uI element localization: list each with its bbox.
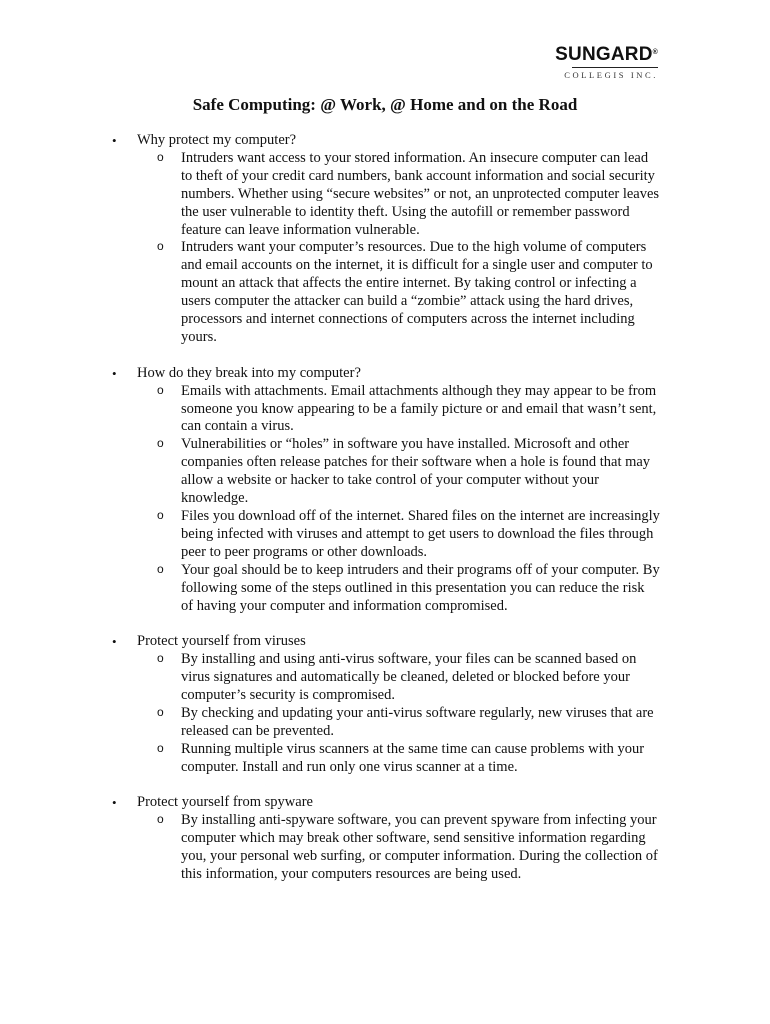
section-why-protect [112,132,660,347]
logo-subtitle: COLLEGIS INC. [564,70,658,80]
sub-list [112,812,660,884]
list-item: o Running multiple virus scanners at the same time can cause problems with your computer. Install and run only one virus scanner at a time. [157,740,645,775]
circle-bullet-icon: o [157,812,164,827]
document-title: Safe Computing: @ Work, @ Home and on the Road [192,95,578,114]
circle-bullet-icon: o [157,436,164,451]
registered-mark: ® [652,49,658,56]
list-item: o Intruders want your computer’s resources. Due to the high volume of computers and email accounts on the internet, it is difficult for a single user and computer to mount an attack that affects the entire internet. By taking control or infecting a users computer the attacker can build a “zombie” attack using the hard drives, processors and internet connections of computers across the internet including yours. [157,239,653,345]
company-logo [555,44,658,81]
section-heading: • How do they break into my computer? [112,364,361,381]
circle-bullet-icon: o [157,561,164,576]
list-item: o Emails with attachments. Email attachments although they may appear to be from someone you know appearing to be a family picture or and email that wasn’t sent, can contain a virus. [157,382,657,435]
bullet-icon: • [112,133,117,148]
logo-divider [572,67,658,68]
sub-list [112,651,660,776]
bullet-icon: • [112,634,117,650]
section-viruses [112,633,660,776]
circle-bullet-icon: o [157,239,164,254]
sub-list [112,150,660,347]
sub-list [112,383,660,616]
section-heading: • Protect yourself from viruses [112,633,306,650]
section-heading: • Why protect my computer? [112,132,297,148]
circle-bullet-icon: o [157,508,164,523]
circle-bullet-icon: o [157,149,164,164]
document-body [112,132,660,902]
circle-bullet-icon: o [157,740,164,755]
list-item: o Files you download off of the internet. Shared files on the internet are increasingly being infected with viruses and attempt to get users to download the files through peer to peer programs or other downloads. [157,508,660,560]
circle-bullet-icon: o [157,651,164,666]
logo-name: SUNGARD [555,44,653,65]
section-how-break-in [112,365,660,616]
section-heading: • Protect yourself from spyware [112,794,313,811]
list-item: o Your goal should be to keep intruders and their programs off of your computer. By following some of the steps outlined in this presentation you can reduce the risk of having your computer and information compromised. [157,561,660,614]
circle-bullet-icon: o [157,704,164,719]
list-item: o Intruders want access to your stored information. An insecure computer can lead to theft of your credit card numbers, bank account information and social security numbers. Whether using “secure websites” or not, an unprotected computer leaves the user vulnerable to identity theft. Using the autofill or remember password feature can leave information vulnerable. [157,149,660,238]
list-item: o Vulnerabilities or “holes” in software you have installed. Microsoft and other companies often release patches for their software when a hole is found that may allow a website or hacker to take control of your computer without your knowledge. [157,436,651,507]
circle-bullet-icon: o [157,382,164,397]
bullet-icon: • [112,365,117,381]
list-item: o By checking and updating your anti-virus software regularly, new viruses that are released can be prevented. [157,704,654,739]
list-item: o By installing anti-spyware software, you can prevent spyware from infecting your computer which may break other software, send sensitive information regarding you, your personal web surfing, or computer information. During the collection of this information, your computers resources are being used. [157,812,658,883]
list-item: o By installing and using anti-virus software, your files can be scanned based on virus signatures and automatically be cleaned, deleted or blocked before your computer’s security is compromised. [157,651,637,704]
bullet-icon: • [112,795,117,811]
section-spyware [112,794,660,884]
